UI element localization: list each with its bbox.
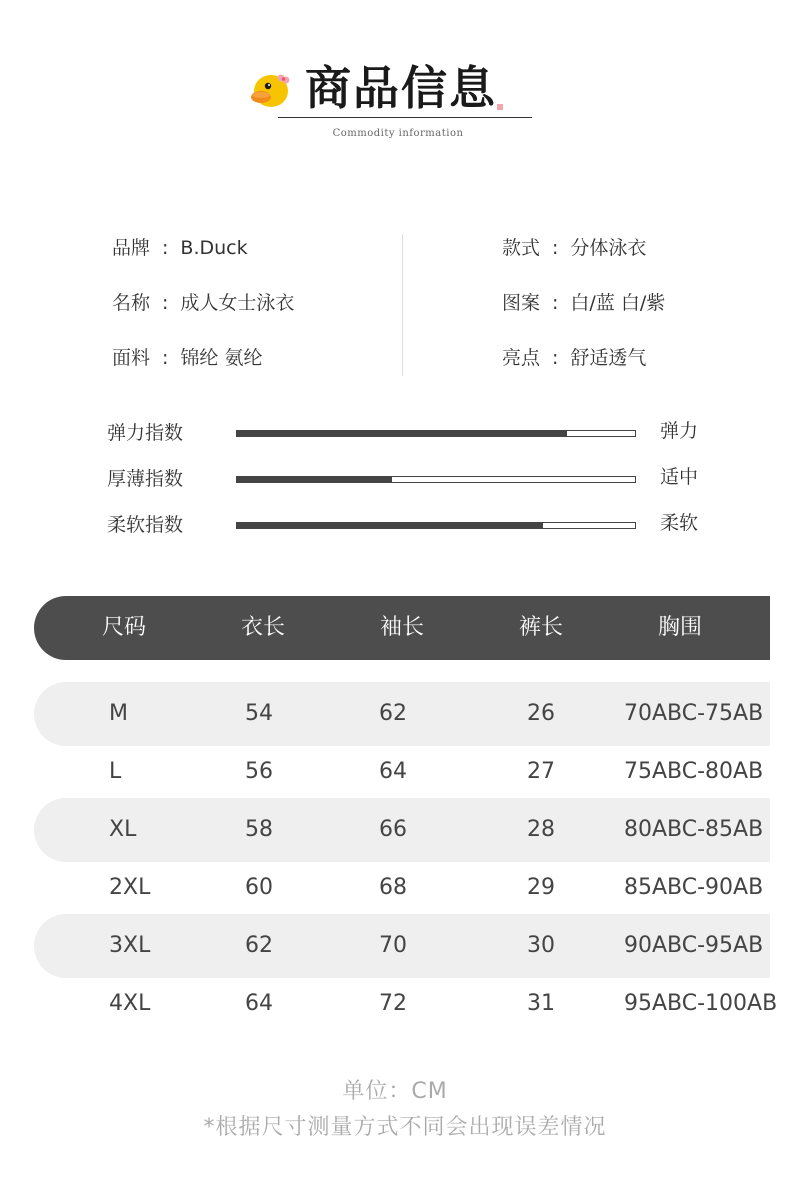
column-header-size: 尺码 [101, 615, 146, 640]
cell-bust: 75ABC-80AB [624, 759, 764, 784]
attr-separator: : [162, 237, 169, 259]
attr-separator: : [162, 292, 169, 314]
cell-sleeve-length: 72 [379, 991, 407, 1016]
index-bar [236, 430, 636, 437]
table-row [34, 856, 770, 920]
attr-key: 图案 [502, 292, 541, 314]
attr-separator: : [162, 347, 169, 369]
cell-size: 4XL [109, 991, 151, 1016]
attr-key: 亮点 [502, 347, 541, 369]
index-bar-fill [237, 431, 567, 436]
cell-sleeve-length: 70 [379, 933, 407, 958]
attr-fabric [112, 345, 262, 371]
attr-style [502, 235, 646, 261]
index-label: 厚薄指数 [107, 468, 184, 490]
title-underline [278, 117, 532, 118]
cell-bust: 80ABC-85AB [624, 817, 764, 842]
table-header [34, 596, 770, 660]
cell-pants-length: 31 [527, 991, 555, 1016]
cell-bust: 95ABC-100AB [624, 991, 778, 1016]
section-header [0, 0, 790, 160]
cell-sleeve-length: 68 [379, 875, 407, 900]
cell-size: 3XL [109, 933, 151, 958]
index-value: 柔软 [660, 512, 699, 534]
cell-size: XL [109, 817, 137, 842]
index-label: 弹力指数 [107, 422, 184, 444]
attr-key: 面料 [112, 347, 151, 369]
size-table [0, 596, 790, 1036]
cell-top-length: 54 [245, 701, 273, 726]
table-row [34, 798, 770, 862]
measurement-disclaimer: *根据尺寸测量方式不同会出现误差情况 [203, 1115, 607, 1140]
cell-pants-length: 30 [527, 933, 555, 958]
cell-pants-length: 26 [527, 701, 555, 726]
index-bar-fill [237, 477, 392, 482]
table-row [34, 914, 770, 978]
column-header-bust: 胸围 [657, 615, 702, 640]
cell-size: 2XL [109, 875, 151, 900]
cell-bust: 70ABC-75AB [624, 701, 764, 726]
column-header-sleeve-length: 袖长 [379, 615, 424, 640]
cell-top-length: 64 [245, 991, 273, 1016]
column-header-top-length: 衣长 [240, 615, 285, 640]
table-row [34, 682, 770, 746]
index-bar-fill [237, 523, 543, 528]
attr-separator: : [552, 237, 559, 259]
cell-sleeve-length: 64 [379, 759, 407, 784]
index-softness [0, 502, 790, 542]
product-indices [0, 408, 790, 548]
attr-separator: : [552, 292, 559, 314]
attributes-divider [402, 234, 403, 376]
index-value: 弹力 [660, 420, 699, 442]
attr-value: 锦纶 氨纶 [180, 347, 263, 369]
attr-key: 名称 [112, 292, 151, 314]
cell-sleeve-length: 66 [379, 817, 407, 842]
page-subtitle: Commodity information [332, 128, 464, 139]
product-attributes [0, 220, 790, 390]
attr-key: 款式 [502, 237, 541, 259]
cell-top-length: 62 [245, 933, 273, 958]
attr-pattern [502, 290, 665, 316]
cell-size: M [109, 701, 128, 726]
index-bar [236, 476, 636, 483]
cell-pants-length: 29 [527, 875, 555, 900]
table-row [34, 972, 778, 1036]
cell-sleeve-length: 62 [379, 701, 407, 726]
cell-bust: 90ABC-95AB [624, 933, 764, 958]
attr-value: 分体泳衣 [570, 237, 647, 259]
attr-highlight [502, 345, 646, 371]
index-label: 柔软指数 [107, 514, 184, 536]
index-elasticity [0, 410, 790, 450]
attr-value: 舒适透气 [570, 347, 647, 369]
attr-brand [112, 235, 248, 261]
cell-pants-length: 27 [527, 759, 555, 784]
duck-mascot-icon [250, 68, 292, 110]
cell-size: L [109, 759, 122, 784]
cell-top-length: 58 [245, 817, 273, 842]
index-value: 适中 [660, 466, 699, 488]
page-title: 商品信息 [305, 61, 497, 115]
attr-value: 成人女士泳衣 [180, 292, 295, 314]
index-thickness [0, 456, 790, 496]
attr-name [112, 290, 294, 316]
cell-pants-length: 28 [527, 817, 555, 842]
index-bar [236, 522, 636, 529]
table-row [34, 740, 770, 804]
column-header-pants-length: 裤长 [518, 615, 563, 640]
attr-value: 白/蓝 白/紫 [570, 292, 666, 314]
cell-bust: 85ABC-90AB [624, 875, 764, 900]
title-accent-dot [497, 104, 503, 110]
unit-note: 单位：CM [342, 1079, 448, 1104]
attr-key: 品牌 [112, 237, 151, 259]
attr-value: B.Duck [180, 237, 248, 259]
attr-separator: : [552, 347, 559, 369]
cell-top-length: 56 [245, 759, 273, 784]
cell-top-length: 60 [245, 875, 273, 900]
